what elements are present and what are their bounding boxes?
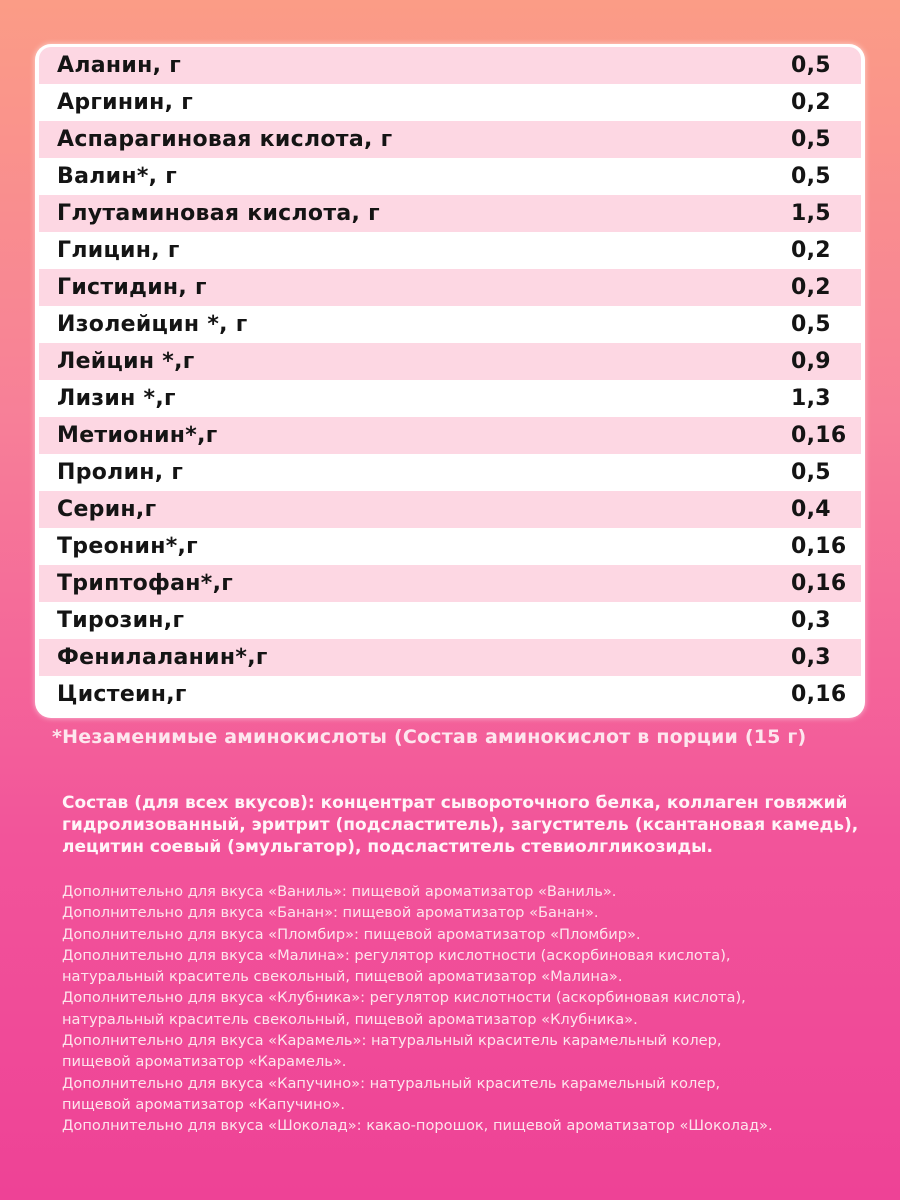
- amino-acid-value: 1,3: [791, 386, 831, 411]
- amino-acid-value: 0,9: [791, 349, 831, 374]
- amino-acid-value: 1,5: [791, 201, 831, 226]
- table-row: [39, 121, 861, 158]
- amino-acid-value: 0,2: [791, 238, 831, 263]
- table-row: [39, 380, 861, 417]
- amino-acid-name: Гистидин, г: [57, 275, 207, 300]
- table-row: [39, 158, 861, 195]
- amino-acid-name: Аргинин, г: [57, 90, 194, 115]
- table-row: [39, 454, 861, 491]
- table-row: [39, 602, 861, 639]
- table-row: [39, 269, 861, 306]
- essential-amino-acids-footnote: *Незаменимые аминокислоты (Состав аминокислот в порции (15 г): [52, 726, 807, 748]
- table-row: [39, 491, 861, 528]
- composition-line: гидролизованный, эритрит (подсластитель), загуститель (ксантановая камедь),: [62, 815, 859, 835]
- amino-acid-name: Метионин*,г: [57, 423, 218, 448]
- amino-acid-table: [35, 44, 865, 718]
- amino-acid-value: 0,4: [791, 497, 831, 522]
- amino-acid-value: 0,5: [791, 460, 831, 485]
- table-row: [39, 195, 861, 232]
- flavor-additions: [62, 881, 862, 1137]
- amino-acid-name: Глутаминовая кислота, г: [57, 201, 380, 226]
- amino-acid-name: Серин,г: [57, 497, 157, 522]
- amino-acid-name: Валин*, г: [57, 164, 178, 189]
- table-row: [39, 306, 861, 343]
- table-row: [39, 565, 861, 602]
- amino-acid-value: 0,5: [791, 312, 831, 337]
- amino-acid-name: Фенилаланин*,г: [57, 645, 268, 670]
- amino-acid-value: 0,16: [791, 534, 847, 559]
- flavor-line: Дополнительно для вкуса «Шоколад»: какао-порошок, пищевой ароматизатор «Шоколад».: [62, 1117, 773, 1135]
- table-row: [39, 84, 861, 121]
- amino-acid-name: Триптофан*,г: [57, 571, 234, 596]
- flavor-line: Дополнительно для вкуса «Пломбир»: пищевой ароматизатор «Пломбир».: [62, 925, 641, 943]
- table-row: [39, 232, 861, 269]
- amino-acid-name: Аланин, г: [57, 53, 182, 78]
- amino-acid-name: Треонин*,г: [57, 534, 198, 559]
- table-row: [39, 676, 861, 713]
- amino-acid-value: 0,3: [791, 645, 831, 670]
- amino-acid-name: Глицин, г: [57, 238, 180, 263]
- amino-acid-name: Изолейцин *, г: [57, 312, 248, 337]
- flavor-line: пищевой ароматизатор «Капучино».: [62, 1095, 346, 1113]
- flavor-line: натуральный краситель свекольный, пищевой ароматизатор «Малина».: [62, 968, 623, 986]
- flavor-line: Дополнительно для вкуса «Малина»: регулятор кислотности (аскорбиновая кислота),: [62, 946, 731, 964]
- amino-acid-name: Пролин, г: [57, 460, 184, 485]
- amino-acid-name: Лизин *,г: [57, 386, 176, 411]
- flavor-line: Дополнительно для вкуса «Карамель»: натуральный краситель карамельный колер,: [62, 1032, 722, 1050]
- table-row: [39, 417, 861, 454]
- table-row: [39, 343, 861, 380]
- amino-acid-value: 0,16: [791, 682, 847, 707]
- amino-acid-value: 0,16: [791, 423, 847, 448]
- flavor-line: натуральный краситель свекольный, пищевой ароматизатор «Клубника».: [62, 1010, 638, 1028]
- table-row: [39, 47, 861, 84]
- composition-line: лецитин соевый (эмульгатор), подсластитель стевиолгликозиды.: [62, 837, 713, 857]
- table-row: [39, 639, 861, 676]
- amino-acid-value: 0,16: [791, 571, 847, 596]
- amino-acid-name: Аспарагиновая кислота, г: [57, 127, 393, 152]
- flavor-line: Дополнительно для вкуса «Клубника»: регулятор кислотности (аскорбиновая кислота),: [62, 989, 746, 1007]
- amino-acid-value: 0,2: [791, 90, 831, 115]
- amino-acid-value: 0,2: [791, 275, 831, 300]
- flavor-line: пищевой ароматизатор «Карамель».: [62, 1053, 347, 1071]
- amino-acid-value: 0,5: [791, 53, 831, 78]
- flavor-line: Дополнительно для вкуса «Капучино»: натуральный краситель карамельный колер,: [62, 1074, 721, 1092]
- flavor-line: Дополнительно для вкуса «Банан»: пищевой ароматизатор «Банан».: [62, 904, 599, 922]
- amino-acid-value: 0,5: [791, 164, 831, 189]
- amino-acid-name: Цистеин,г: [57, 682, 187, 707]
- table-row: [39, 528, 861, 565]
- amino-acid-value: 0,3: [791, 608, 831, 633]
- composition-text: [62, 792, 862, 858]
- amino-acid-value: 0,5: [791, 127, 831, 152]
- amino-acid-name: Тирозин,г: [57, 608, 185, 633]
- amino-acid-name: Лейцин *,г: [57, 349, 195, 374]
- composition-line: Состав (для всех вкусов): концентрат сывороточного белка, коллаген говяжий: [62, 793, 848, 813]
- flavor-line: Дополнительно для вкуса «Ваниль»: пищевой ароматизатор «Ваниль».: [62, 883, 617, 900]
